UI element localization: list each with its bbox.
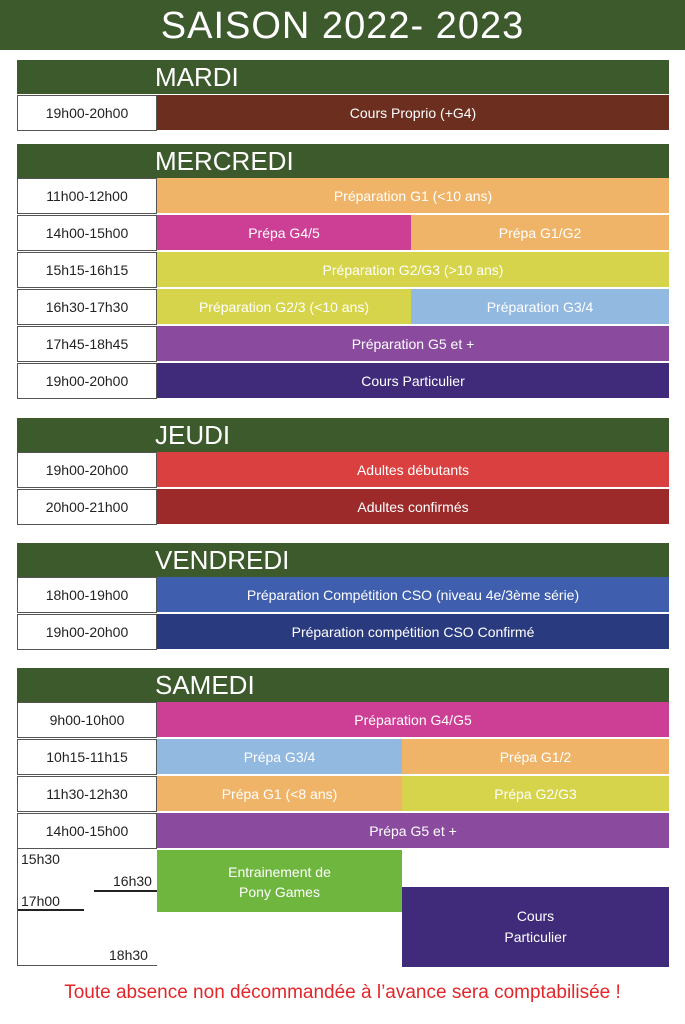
course-slot: Préparation G4/G5 (157, 702, 669, 738)
time-cell: 20h00-21h00 (17, 489, 157, 525)
time-cell: 11h30-12h30 (17, 776, 157, 812)
day-header-jeudi: JEUDI (17, 418, 669, 452)
mardi-schedule (17, 95, 669, 133)
time-label-17h00: 17h00 (21, 893, 60, 909)
course-slot: Préparation compétition CSO Confirmé (157, 614, 669, 650)
course-slot: Prépa G4/5 (157, 215, 411, 251)
day-header-mercredi: MERCREDI (17, 144, 669, 178)
season-title: SAISON 2022- 2023 (0, 0, 685, 50)
course-slot: Prépa G1/G2 (411, 215, 669, 251)
course-slot: Préparation G1 (<10 ans) (157, 178, 669, 214)
time-cell: 14h00-15h00 (17, 813, 157, 849)
pony-games-slot (157, 850, 402, 912)
time-label-15h30: 15h30 (21, 851, 60, 867)
day-header-vendredi: VENDREDI (17, 543, 669, 577)
course-slot: Adultes débutants (157, 452, 669, 488)
pony-games-line2: Pony Games (239, 884, 320, 900)
time-label-18h30: 18h30 (109, 947, 148, 963)
course-slot: Adultes confirmés (157, 489, 669, 525)
course-slot: Préparation Compétition CSO (niveau 4e/3ème série) (157, 577, 669, 613)
time-cell: 10h15-11h15 (17, 739, 157, 775)
time-cell: 16h30-17h30 (17, 289, 157, 325)
vendredi-schedule (17, 577, 669, 651)
time-cell: 11h00-12h00 (17, 178, 157, 214)
time-cell: 18h00-19h00 (17, 577, 157, 613)
time-cell: 19h00-20h00 (17, 452, 157, 488)
pony-games-line1: Entrainement de (228, 864, 331, 880)
course-slot: Prépa G5 et + (157, 813, 669, 849)
cours-particulier-slot (402, 887, 669, 967)
absence-notice: Toute absence non décommandée à l’avance sera comptabilisée ! (64, 982, 621, 1003)
cours-particulier-line2: Particulier (504, 929, 567, 945)
course-slot: Préparation G3/4 (411, 289, 669, 325)
time-label-16h30: 16h30 (113, 873, 152, 889)
course-slot: Prépa G1/2 (402, 739, 669, 775)
course-slot: Préparation G5 et + (157, 326, 669, 362)
time-cell: 19h00-20h00 (17, 614, 157, 650)
samedi-schedule (17, 702, 669, 850)
course-slot: Cours Proprio (+G4) (157, 95, 669, 131)
time-tick (18, 909, 84, 911)
day-header-mardi: MARDI (17, 60, 669, 94)
course-slot: Prépa G1 (<8 ans) (157, 776, 402, 812)
cours-particulier-line1: Cours (516, 908, 555, 924)
time-cell: 17h45-18h45 (17, 326, 157, 362)
course-slot: Prépa G2/G3 (402, 776, 669, 812)
course-slot: Préparation G2/G3 (>10 ans) (157, 252, 669, 288)
time-cell: 19h00-20h00 (17, 95, 157, 131)
course-slot: Prépa G3/4 (157, 739, 402, 775)
course-slot: Préparation G2/3 (<10 ans) (157, 289, 411, 325)
course-slot: Cours Particulier (157, 363, 669, 399)
time-tick (94, 890, 157, 892)
time-cell: 19h00-20h00 (17, 363, 157, 399)
time-cell: 14h00-15h00 (17, 215, 157, 251)
samedi-afternoon-times (17, 849, 157, 966)
time-cell: 9h00-10h00 (17, 702, 157, 738)
time-cell: 15h15-16h15 (17, 252, 157, 288)
day-header-samedi: SAMEDI (17, 668, 669, 702)
mercredi-schedule (17, 178, 669, 400)
jeudi-schedule (17, 452, 669, 526)
